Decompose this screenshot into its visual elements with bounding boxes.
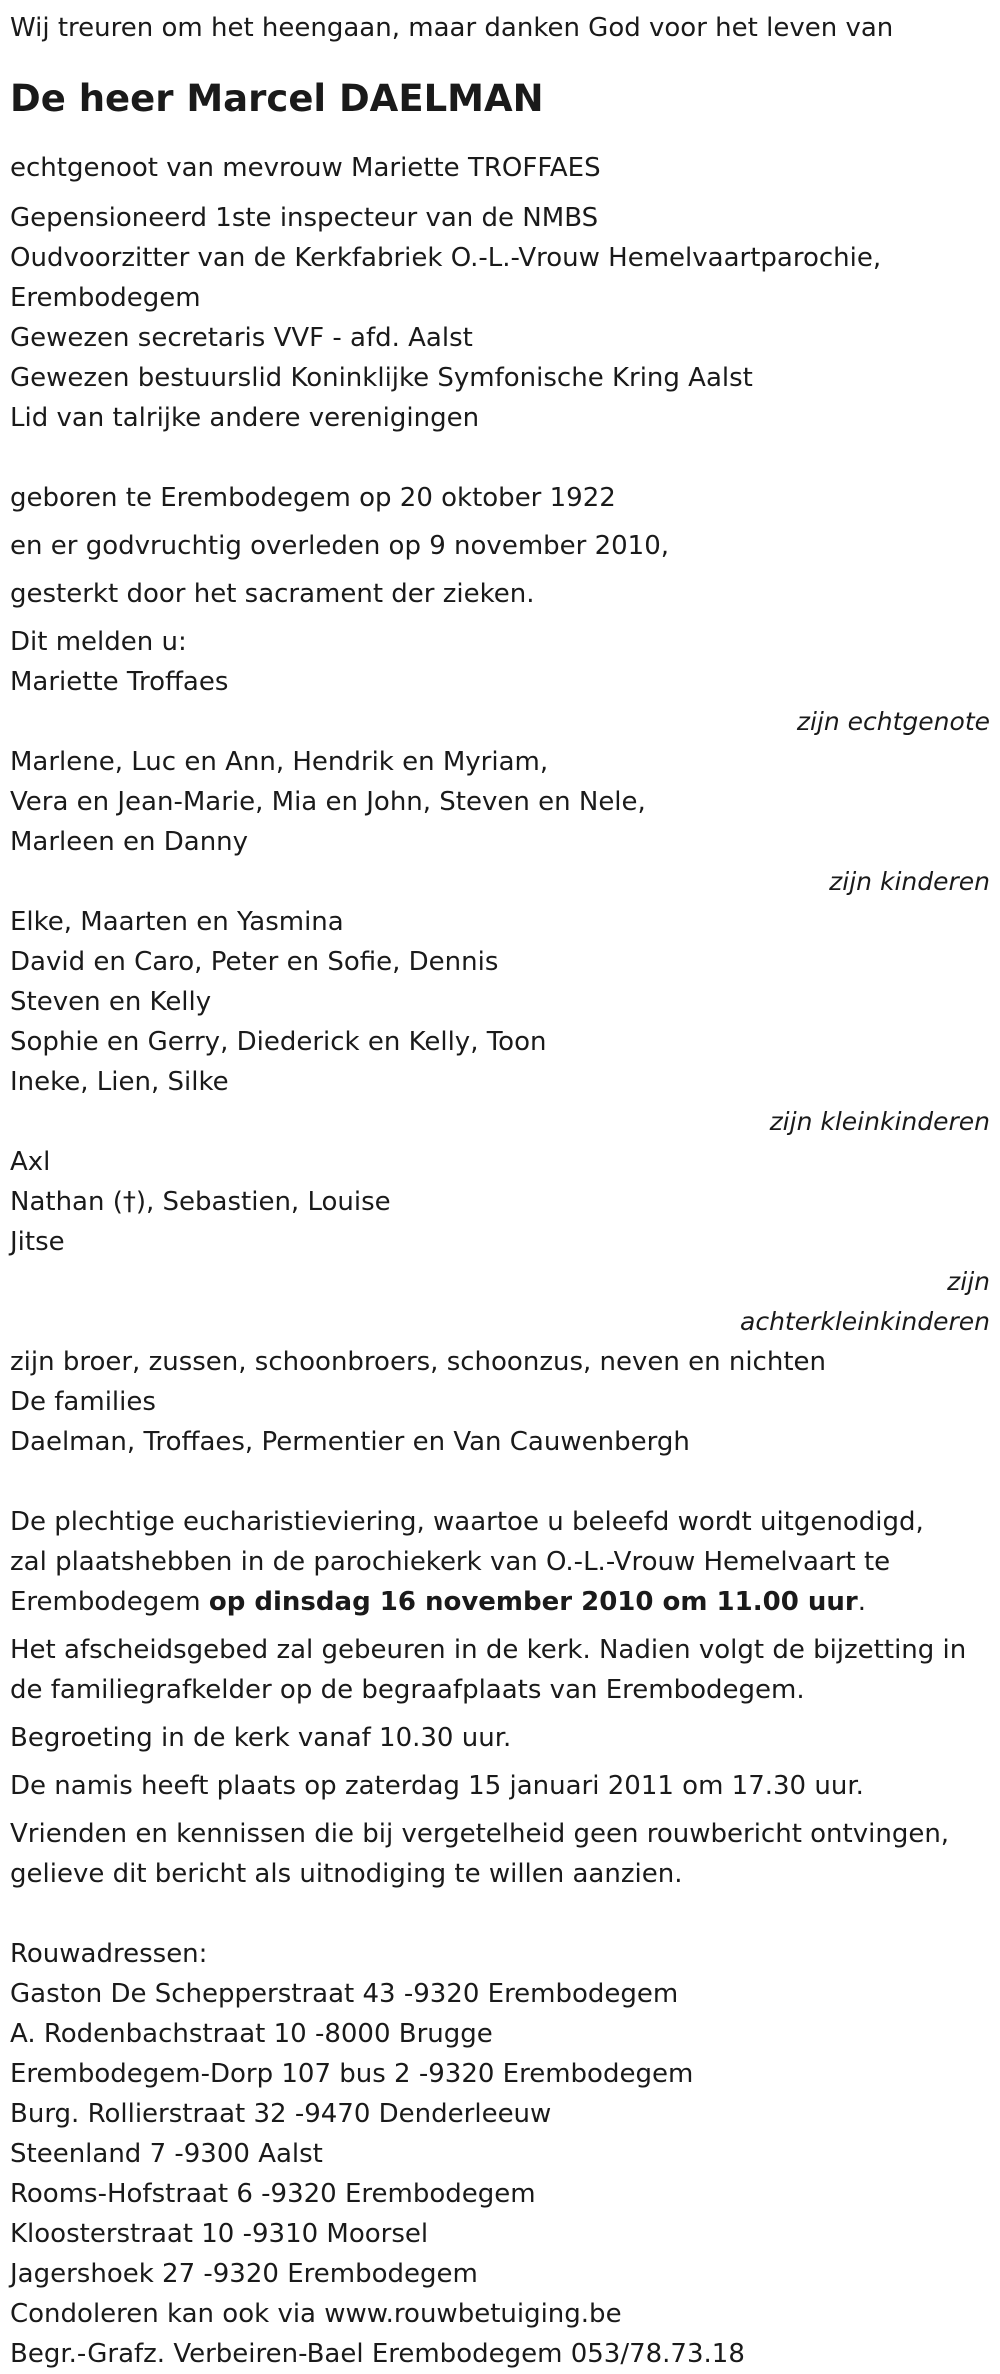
children-label: zijn kinderen: [829, 867, 990, 896]
address-line: Burg. Rollierstraat 32 -9470 Denderleeuw: [10, 2099, 552, 2129]
ceremony-section: [10, 1502, 1000, 1622]
spouse-name: Mariette Troffaes: [10, 667, 229, 697]
grandchildren-line: Steven en Kelly: [10, 987, 212, 1017]
functions-list: [10, 198, 1000, 438]
ceremony-line: De plechtige eucharistieviering, waartoe u beleefd wordt uitgenodigd,: [10, 1507, 924, 1537]
family-section: [10, 662, 1000, 1462]
ceremony-date: op dinsdag 16 november 2010 om 11.00 uur: [208, 1587, 858, 1617]
burial-line: Het afscheidsgebed zal gebeuren in de kerk. Nadien volgt de bijzetting in: [10, 1635, 967, 1665]
great-grandchildren-label: achterkleinkinderen: [740, 1307, 990, 1336]
invitation-line: gelieve dit bericht als uitnodiging te willen aanzien.: [10, 1859, 683, 1889]
address-line: Steenland 7 -9300 Aalst: [10, 2139, 323, 2169]
children-line: Marleen en Danny: [10, 827, 249, 857]
spouse-label: zijn echtgenote: [796, 707, 990, 736]
memorial-line: De namis heeft plaats op zaterdag 15 januari 2011 om 17.30 uur.: [10, 1771, 864, 1801]
function-line: Gewezen bestuurslid Koninklijke Symfonische Kring Aalst: [10, 363, 753, 393]
great-grandchildren-line: Jitse: [10, 1227, 65, 1257]
grandchildren-line: Elke, Maarten en Yasmina: [10, 907, 344, 937]
undertaker-line: Begr.-Grafz. Verbeiren-Bael Erembodegem 053/78.73.18: [10, 2339, 745, 2369]
address-line: Gaston De Schepperstraat 43 -9320 Erembodegem: [10, 1979, 679, 2009]
grandchildren-line: Sophie en Gerry, Diederick en Kelly, Toon: [10, 1027, 547, 1057]
burial-line: de familiegrafkelder op de begraafplaats van Erembodegem.: [10, 1675, 805, 1705]
addresses-title: Rouwadressen:: [10, 1939, 208, 1969]
ceremony-line: zal plaatshebben in de parochiekerk van O.-L.-Vrouw Hemelvaart te: [10, 1547, 891, 1577]
deceased-name: De heer Marcel DAELMAN: [10, 77, 544, 120]
relatives-line: zijn broer, zussen, schoonbroers, schoonzus, neven en nichten: [10, 1347, 827, 1377]
great-grandchildren-line: Nathan (†), Sebastien, Louise: [10, 1187, 391, 1217]
children-line: Marlene, Luc en Ann, Hendrik en Myriam,: [10, 747, 549, 777]
address-line: Rooms-Hofstraat 6 -9320 Erembodegem: [10, 2179, 536, 2209]
burial-section: [10, 1630, 1000, 1710]
addresses-section: [10, 1934, 1000, 2374]
birth-line: geboren te Erembodegem op 20 oktober 1922: [10, 483, 616, 513]
great-grandchildren-label: zijn: [947, 1267, 990, 1296]
address-line: Erembodegem-Dorp 107 bus 2 -9320 Erembodegem: [10, 2059, 694, 2089]
invitation-section: [10, 1814, 1000, 1894]
ceremony-line: [10, 1582, 1000, 1622]
grandchildren-label: zijn kleinkinderen: [769, 1107, 990, 1136]
function-line: Gepensioneerd 1ste inspecteur van de NMBS: [10, 203, 599, 233]
sacrament-line: gesterkt door het sacrament der zieken.: [10, 579, 535, 609]
spouse-line: echtgenoot van mevrouw Mariette TROFFAES: [10, 153, 601, 183]
relatives-line: Daelman, Troffaes, Permentier en Van Cauwenbergh: [10, 1427, 690, 1457]
grandchildren-line: Ineke, Lien, Silke: [10, 1067, 229, 1097]
great-grandchildren-line: Axl: [10, 1147, 51, 1177]
announce-line: Dit melden u:: [10, 627, 187, 657]
ceremony-end: .: [857, 1587, 866, 1617]
function-line: Gewezen secretaris VVF - afd. Aalst: [10, 323, 473, 353]
grandchildren-line: David en Caro, Peter en Sofie, Dennis: [10, 947, 499, 977]
function-line: Erembodegem: [10, 283, 201, 313]
address-line: A. Rodenbachstraat 10 -8000 Brugge: [10, 2019, 493, 2049]
intro-text: Wij treuren om het heengaan, maar danken God voor het leven van: [10, 13, 894, 43]
condolences-line: Condoleren kan ook via www.rouwbetuiging.be: [10, 2299, 622, 2329]
ceremony-place: Erembodegem: [10, 1587, 209, 1617]
address-line: Jagershoek 27 -9320 Erembodegem: [10, 2259, 478, 2289]
death-line: en er godvruchtig overleden op 9 november 2010,: [10, 531, 670, 561]
function-line: Oudvoorzitter van de Kerkfabriek O.-L.-Vrouw Hemelvaartparochie,: [10, 243, 882, 273]
greeting-line: Begroeting in de kerk vanaf 10.30 uur.: [10, 1723, 512, 1753]
address-line: Kloosterstraat 10 -9310 Moorsel: [10, 2219, 429, 2249]
relatives-line: De families: [10, 1387, 156, 1417]
invitation-line: Vrienden en kennissen die bij vergetelheid geen rouwbericht ontvingen,: [10, 1819, 950, 1849]
children-line: Vera en Jean-Marie, Mia en John, Steven en Nele,: [10, 787, 646, 817]
function-line: Lid van talrijke andere verenigingen: [10, 403, 480, 433]
